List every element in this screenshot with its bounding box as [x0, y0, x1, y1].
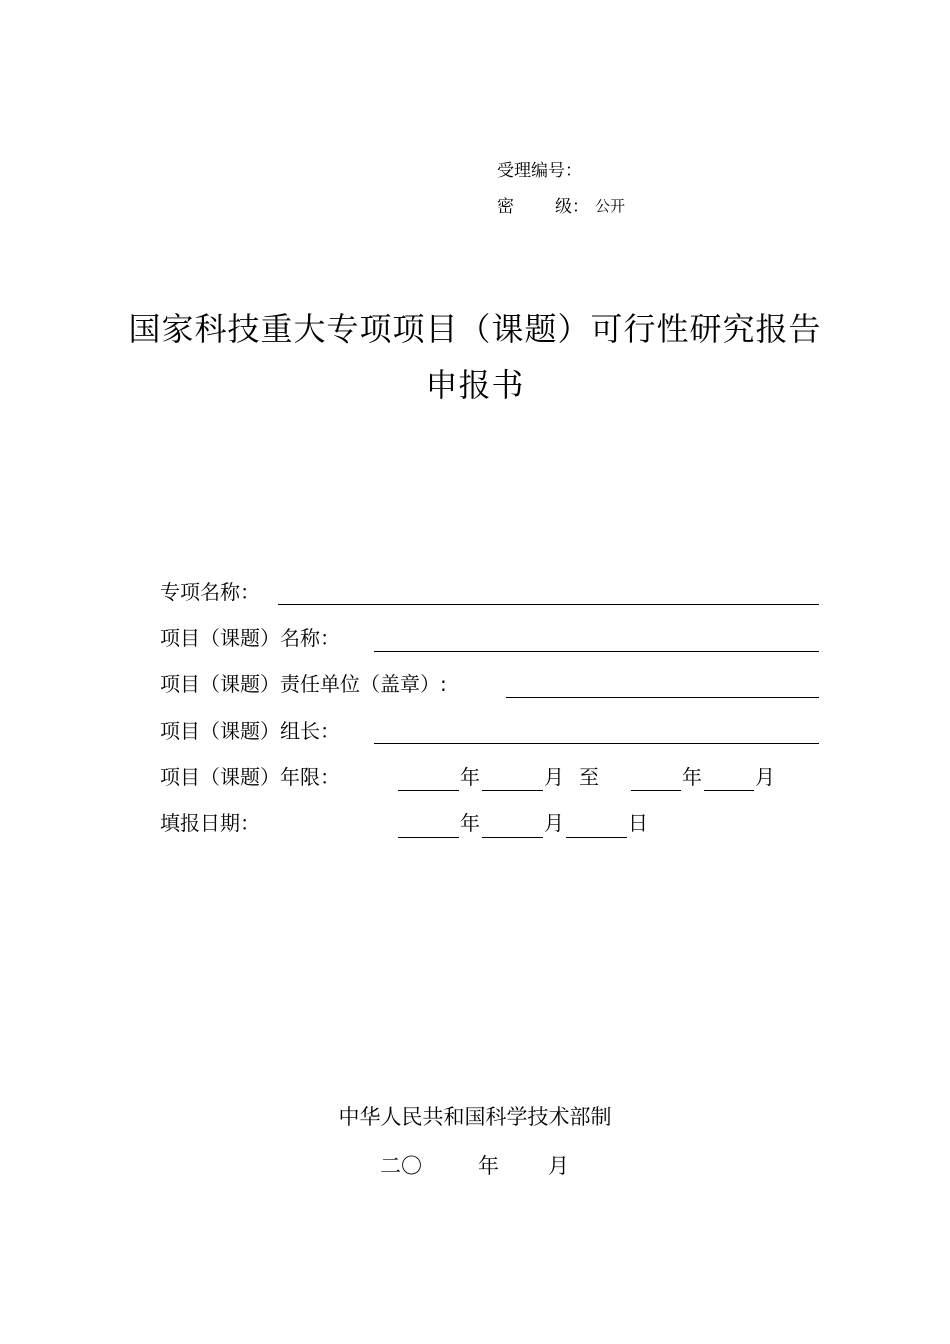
fill-date-year-unit: 年 — [460, 811, 480, 835]
issuer-line: 中华人民共和国科学技术部制 — [338, 1105, 612, 1129]
fill-date-year-blank[interactable] — [398, 837, 459, 838]
secret-level-value: 公开 — [595, 197, 626, 215]
fill-date-month-unit: 月 — [544, 811, 564, 835]
document-title-line1: 国家科技重大专项项目（课题）可行性研究报告 — [128, 310, 822, 348]
project-name-label: 项目（课题）名称： — [160, 626, 340, 650]
responsible-unit-blank[interactable] — [506, 697, 819, 698]
period-start-year-blank[interactable] — [398, 790, 459, 791]
fill-date-month-blank[interactable] — [482, 837, 543, 838]
special-name-blank[interactable] — [278, 604, 819, 605]
project-leader-label: 项目（课题）组长： — [160, 719, 340, 743]
project-period-label: 项目（课题）年限： — [160, 765, 340, 789]
secret-level-label-part1: 密 — [497, 197, 514, 217]
footer-date-month-unit: 月 — [548, 1154, 569, 1178]
document-title-line2: 申报书 — [425, 366, 525, 404]
period-end-year-unit: 年 — [682, 765, 702, 789]
footer-date-year-unit: 年 — [478, 1154, 499, 1178]
special-name-label: 专项名称： — [160, 580, 260, 604]
period-start-year-unit: 年 — [460, 765, 480, 789]
period-start-month-unit: 月 — [544, 765, 564, 789]
period-end-year-blank[interactable] — [631, 790, 681, 791]
period-to-label: 至 — [579, 765, 599, 789]
period-start-month-blank[interactable] — [482, 790, 543, 791]
secret-level-label-part2: 级： — [555, 197, 589, 217]
fill-date-day-unit: 日 — [628, 811, 648, 835]
period-end-month-unit: 月 — [755, 765, 775, 789]
project-leader-blank[interactable] — [374, 743, 819, 744]
accept-number-label: 受理编号： — [497, 161, 582, 181]
fill-date-label: 填报日期： — [160, 811, 260, 835]
responsible-unit-label: 项目（课题）责任单位（盖章）: — [160, 672, 447, 696]
period-end-month-blank[interactable] — [704, 790, 754, 791]
footer-date-prefix: 二〇 — [380, 1154, 422, 1178]
fill-date-day-blank[interactable] — [566, 837, 627, 838]
project-name-blank[interactable] — [374, 651, 819, 652]
